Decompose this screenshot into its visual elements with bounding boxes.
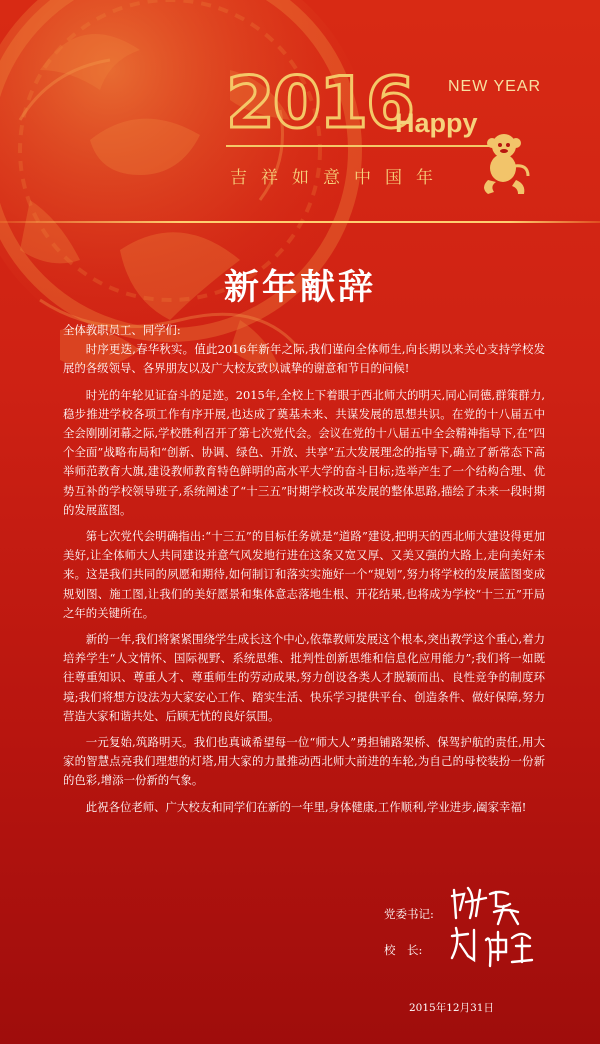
paragraph: 第七次党代会明确指出:“十三五”的目标任务就是“道路”建设,把明天的西北师大建设得更加美好,让全体师大人共同建设并意气风发地行进在这条又宽又厚、又美又强的大路上,走向美好未来。这是我们共同的夙愿和期待,如何制订和落实实施好一个“规划”,努力将学校的发展蓝图变成规划图、施工图,让我们的美好愿景和集体意志落地生根、开花结果,也将成为学校“十三五”开局之年的关键所在。 — [63, 529, 545, 620]
year-text: 2016 — [226, 62, 413, 144]
salutation: 全体教职员工、同学们: — [63, 323, 181, 337]
paragraph: 一元复始,筑路明天。我们也真诚希望每一位“师大人”勇担铺路架桥、保驾护航的责任,用大家的智慧点亮我们理想的灯塔,用大家的力量推动西北师大前进的车轮,为自己的母校装扮一份新的色彩,增添一份新的气象。 — [63, 735, 545, 788]
paragraph: 时序更迭,春华秋实。值此2016年新年之际,我们谨向全体师生,向长期以来关心支持学校发展的各级领导、各界朋友以及广大校友致以诚挚的谢意和节日的问候! — [63, 342, 545, 376]
slogan-text: 吉祥如意中国年 — [230, 168, 447, 188]
monkey-icon — [476, 128, 532, 198]
new-year-banner — [0, 0, 600, 221]
president-signature — [446, 922, 546, 972]
paragraph: 时光的年轮见证奋斗的足迹。2015年,全校上下着眼于西北师大的明天,同心同德,群策群力,稳步推进学校各项工作有序开展,也达成了奠基未来、共谋发展的思想共识。在党的十八届五中全会刚刚闭幕之际,学校胜利召开了第七次党代会。会议在党的十八届五中全会精神指导下,在“四个全面”战略布局和“创新、协调、绿色、开放、共享”五大发展理念的指导下,确立了新常态下高举师范教育大旗,建设教师教育特色鲜明的高水平大学的奋斗目标;选举产生了一个结构合理、优势互补的学校领导班子,系统阐述了“十三五”时期学校改革发展的整体思路,描绘了未来一段时期的发展蓝图。 — [63, 387, 545, 517]
president-label: 校 长: — [384, 943, 423, 957]
paragraph: 此祝各位老师、广大校友和同学们在新的一年里,身体健康,工作顺利,学业进步,阖家幸福! — [85, 799, 527, 814]
banner-separator — [0, 221, 600, 223]
letter-body — [63, 321, 545, 824]
happy-text: Happy — [395, 108, 478, 138]
page-title: 新年献辞 — [223, 267, 376, 308]
new-year-text: NEW YEAR — [448, 78, 542, 95]
paragraph: 新的一年,我们将紧紧围绕学生成长这个中心,依靠教师发展这个根本,突出教学这个重心,着力培养学生“人文情怀、国际视野、系统思维、批判性创新思维和信息化应用能力”;我们将一如既往尊重知识、尊重人才、尊重师生的劳动成果,努力创设各类人才脱颖而出、良性竞争的制度环境;我们将想方设法为大家安心工作、踏实生活、快乐学习提供平台、创造条件、做好保障,努力营造大家和谐共处、后顾无忧的良好氛围。 — [63, 632, 545, 723]
gold-divider — [226, 145, 511, 147]
letter-date: 2015年12月31日 — [409, 1002, 494, 1014]
secretary-label: 党委书记: — [384, 907, 434, 921]
